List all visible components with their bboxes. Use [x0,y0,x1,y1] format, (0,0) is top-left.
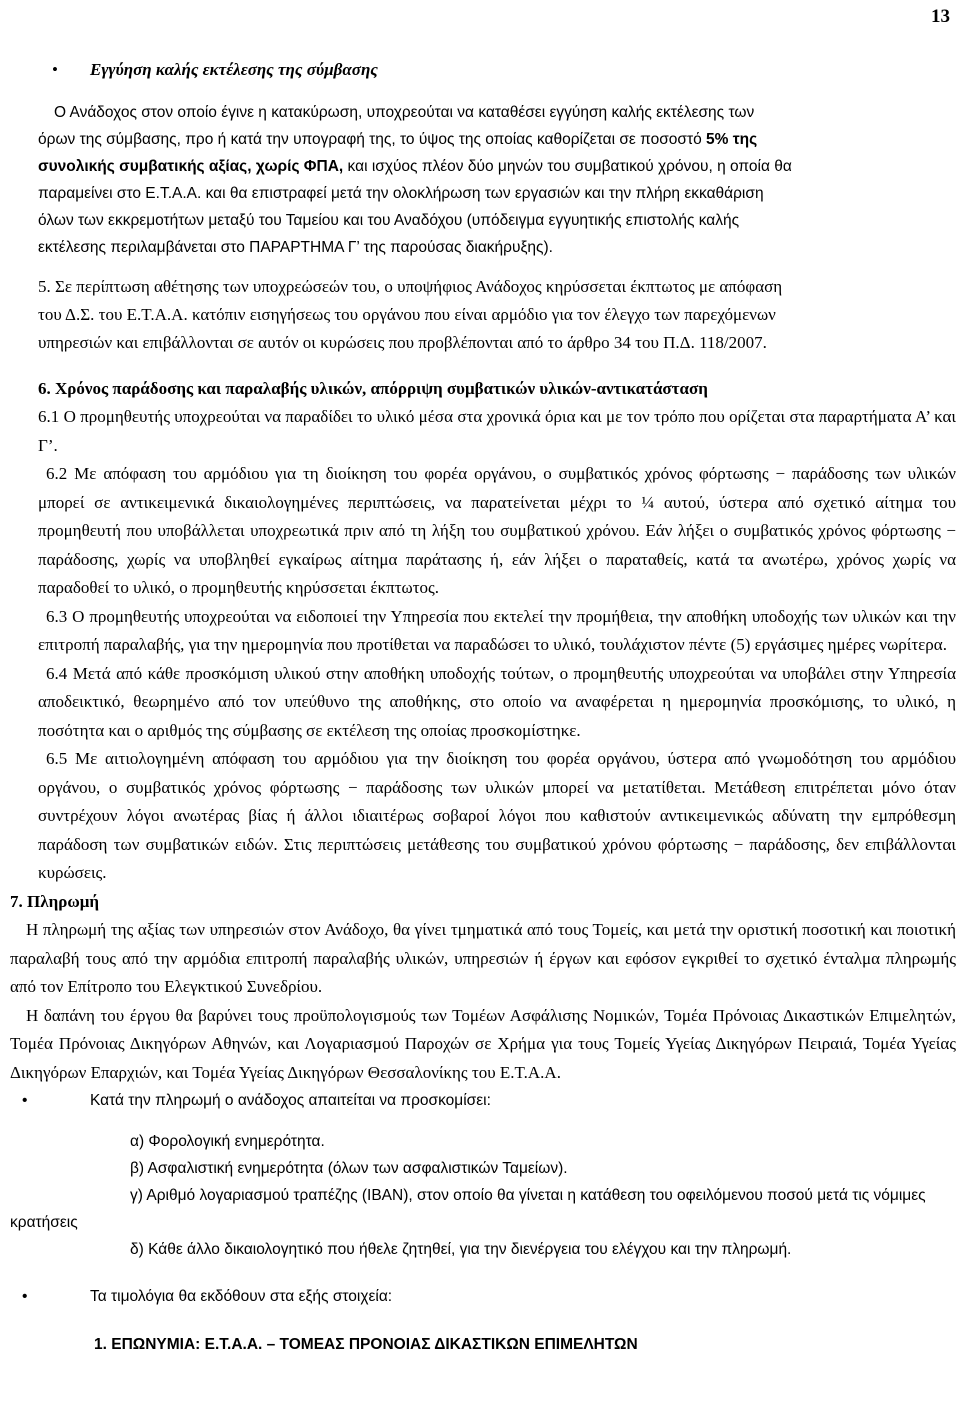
payment-paragraph-1: Η πληρωμή της αξίας των υπηρεσιών στον Ανάδοχο, θα γίνει τμηματικά από τους Τομείς, και μετά την οριστική ποσοτική και ποιοτική παραλαβή τους από την αρμόδια επιτροπή παραλαβής υλικών, υπηρεσιών ή έργων και εφόσον εγκριθεί το σχετικό ένταλμα πληρωμής από τον Επίτροπο του Ελεγκτικού Συνεδρίου. [10,920,956,996]
paragraph-6-1: 6.1 Ο προμηθευτής υποχρεούται να παραδίδει το υλικό μέσα στα χρονικά όρια και με τον τρόπο που ορίζεται στα παραρτήματα Α’ και Γ’. [38,407,956,455]
section-7-heading: 7. Πληρωμή [10,891,100,911]
paragraph-6-3: 6.3 Ο προμηθευτής υποχρεούται να ειδοποιεί την Υπηρεσία που εκτελεί την προμήθεια, την αποθήκη υποδοχής των υλικών και την επιτροπή παραλαβής, για την ημερομηνία που προτίθεται να παραδώσει το υλικό, τουλάχιστον πέντε (5) εργάσιμες ημέρες νωρίτερα. [38,606,956,654]
guarantee-line-2-text: όρων της σύμβασης, προ ή κατά την υπογραφή της, το ύψος της οποίας καθορίζεται σε ποσοστό [38,130,707,148]
section-7-body [10,916,956,1354]
guarantee-line-4-a: παραμείνει στο Ε.Τ.Α.Α. [38,184,202,202]
bullet-icon: • [22,1288,28,1305]
guarantee-heading [38,56,956,85]
invoice-details-bullet [10,1283,956,1310]
guarantee-paragraph [38,99,956,261]
payment-documents-list [10,1128,956,1263]
invoice-item-1: 1. ΕΠΩΝΥΜΙΑ: Ε.Τ.Α.Α. – ΤΟΜΕΑΣ ΠΡΟΝΟΙΑΣ ΔΙΚΑΣΤΙΚΩΝ ΕΠΙΜΕΛΗΤΩΝ [94,1336,638,1353]
guarantee-line-3 [38,153,956,180]
guarantee-line-1: Ο Ανάδοχος στον οποίο έγινε η κατακύρωση, υποχρεούται να καταθέσει εγγύηση καλής εκτέλεσης των [54,103,755,121]
guarantee-line-3-text: και ισχύος πλέον δύο μηνών του συμβατικού χρόνου, η οποία θα [343,157,792,175]
document-item-c: γ) Αριθμό λογαριασμού τραπέζης (IBAN), στον οποίο θα γίνεται η κατάθεση του οφειλόμενου ποσού μετά τις νόμιμες κρατήσεις [10,1187,926,1231]
section-5-line-1: 5. Σε περίπτωση αθέτησης των υποχρεώσεών του, ο υποψήφιος Ανάδοχος κηρύσσεται έκπτωτος με απόφαση [38,276,783,296]
guarantee-line-2 [38,126,956,153]
guarantee-heading-text: Εγγύηση καλής εκτέλεσης της σύμβασης [90,60,378,79]
paragraph-6-5: 6.5 Με αιτιολογημένη απόφαση του αρμόδιου για την διοίκηση του φορέα οργάνου, ύστερα από γνωμοδότηση του αρμόδιου οργάνου, ο συμβατικός χρόνος φόρτωσης − παράδοσης των υλικών μπορεί να μετατίθεται. Μετάθεση επιτρέπεται μόνο όταν συντρέχουν λόγοι ανωτέρας βίας ή άλλοι ιδιαιτέρως σοβαροί λόγοι που καθιστούν αντικειμενικώς αδύνατη την εμπρόθεσμη παράδοση των συμβατικών ειδών. Στις περιπτώσεις μετάθεσης του συμβατικού χρόνου φόρτωσης − παράδοσης, δεν επιβάλλονται κυρώσεις. [38,749,956,882]
document-body [10,56,956,1354]
section-5 [38,273,956,357]
paragraph-6-2: 6.2 Με απόφαση του αρμόδιου για τη διοίκηση του φορέα οργάνου, ο συμβατικός χρόνος φόρτωσης − παράδοσης των υλικών μπορεί σε αντικειμενικά δικαιολογημένες περιπτώσεις, να παρατείνεται μέχρι το ¼ αυτού, ύστερα από σχετικό αίτημα του προμηθευτή που υποβάλλεται υποχρεωτικά πριν από τη λήξη του συμβατικού χρόνου. Εάν λήξει ο συμβατικός χρόνος φόρτωσης − παράδοσης, χωρίς να υποβληθεί εγκαίρως αίτημα παράτασης ή, εάν λήξει ο παραταθείς, κατά τα ανωτέρω, χρόνος χωρίς να παραδοθεί το υλικό, ο προμηθευτής κηρύσσεται έκπτωτος. [38,464,956,597]
section-5-line-3: υπηρεσιών και επιβάλλονται σε αυτόν οι κυρώσεις που προβλέπονται από το άρθρο 34 του Π.Δ. 118/2007. [38,332,767,352]
guarantee-line-5: όλων των εκκρεμοτήτων μεταξύ του Ταμείου και του Αναδόχου (υπόδειγμα εγγυητικής επιστολής καλής [38,211,740,229]
section-6-body [38,403,956,888]
document-item-a: α) Φορολογική ενημερότητα. [130,1133,325,1150]
section-5-line-2: του Δ.Σ. του Ε.Τ.Α.Α. κατόπιν εισηγήσεως του οργάνου που είναι αρμόδιο για τον έλεγχο των παρεχόμενων [38,304,776,324]
bullet-icon: • [52,60,58,79]
payment-documents-bullet [10,1087,956,1114]
invoice-details-text: Τα τιμολόγια θα εκδόθουν στα εξής στοιχεία: [90,1288,393,1305]
section-6-heading: 6. Χρόνος παράδοσης και παραλαβής υλικών, απόρριψη συμβατικών υλικών-αντικατάσταση [38,378,708,398]
paragraph-6-4: 6.4 Μετά από κάθε προσκόμιση υλικού στην αποθήκη υποδοχής τούτων, ο προμηθευτής υποχρεούται να υποβάλει στην Υπηρεσία αποδεικτικό, θεωρημένο από τον υπεύθυνο της αποθήκης, στο οποίο να αναφέρεται η ημερομηνία προσκόμισης, το υλικό, η ποσότητα και ο αριθμός της σύμβασης σε εκτέλεση της οποίας προσκομίστηκε. [38,663,956,740]
guarantee-total-value: συνολικής συμβατικής αξίας, χωρίς ΦΠΑ, [38,157,344,175]
document-item-d: δ) Κάθε άλλο δικαιολογητικό που ήθελε ζητηθεί, για την διενέργεια του ελέγχου και την πληρωμή. [130,1241,792,1258]
page-number: 13 [931,6,950,27]
guarantee-line-6: εκτέλεσης περιλαμβάνεται στο ΠΑΡΑΡΤΗΜΑ Γ’ της παρούσας διακήρυξης). [38,238,553,256]
payment-paragraph-2: Η δαπάνη του έργου θα βαρύνει τους προϋπολογισμούς των Τομέων Ασφάλισης Νομικών, Τομέα Πρόνοιας Δικαστικών Επιμελητών, Τομέα Πρόνοιας Δικηγόρων Αθηνών, και Λογαριασμού Παροχών σε Χρήμα για τους Τομείς Υγείας Δικηγόρων Πειραιά, Τομέα Υγείας Δικηγόρων Επαρχιών, και Τομέα Υγείας Δικηγόρων Θεσσαλονίκης του Ε.Τ.Α.Α. [10,1005,956,1082]
guarantee-line-4-b: και θα επιστραφεί μετά την ολοκλήρωση των εργασιών και την πλήρη εκκαθάριση [201,184,764,202]
document-item-b: β) Ασφαλιστική ενημερότητα (όλων των ασφαλιστικών Ταμείων). [130,1160,568,1177]
guarantee-line-4 [38,180,956,207]
bullet-icon: • [22,1092,28,1109]
payment-documents-text: Κατά την πληρωμή ο ανάδοχος απαιτείται να προσκομίσει: [90,1092,491,1109]
guarantee-percentage: 5% της [706,130,758,148]
